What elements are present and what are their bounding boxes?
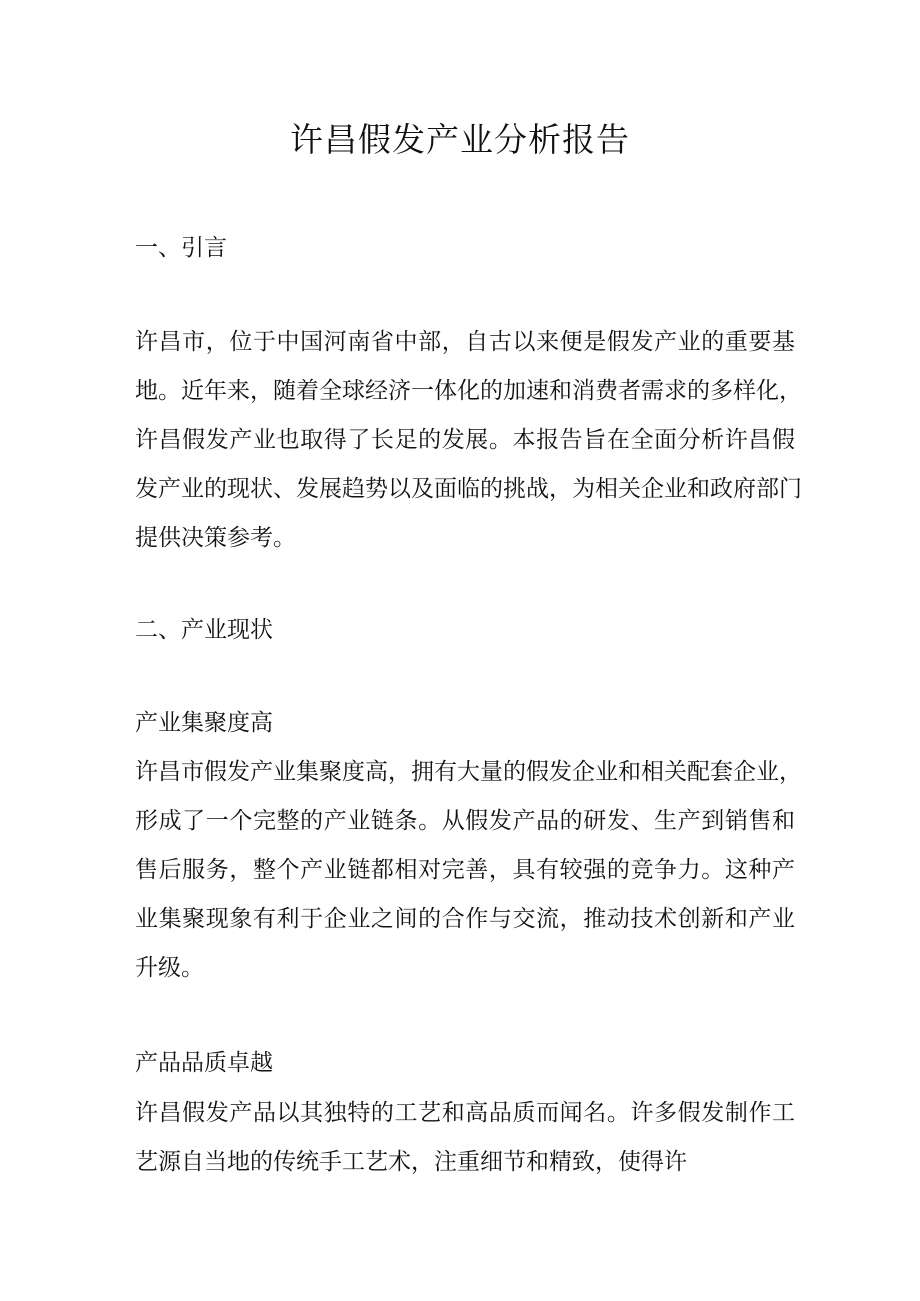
subsection-heading-product-quality: 产品品质卓越 [135,1050,273,1076]
paragraph-line: 艺源自当地的传统手工艺术，注重细节和精致，使得许 [135,1149,687,1175]
paragraph-line: 升级。 [135,955,204,981]
document-title: 许昌假发产业分析报告 [290,120,630,159]
paragraph-line: 许昌假发产品以其独特的工艺和高品质而闻名。许多假发制作工 [135,1100,795,1126]
paragraph-line: 业集聚现象有利于企业之间的合作与交流，推动技术创新和产业 [135,906,795,932]
section-heading-introduction: 一、引言 [135,235,227,261]
paragraph-line: 形成了一个完整的产业链条。从假发产品的研发、生产到销售和 [135,808,795,834]
paragraph-line: 许昌市假发产业集聚度高，拥有大量的假发企业和相关配套企业， [135,759,802,785]
introduction-paragraph [135,318,802,563]
industry-cluster-paragraph [135,748,802,993]
paragraph-line: 许昌假发产业也取得了长足的发展。本报告旨在全面分析许昌假 [135,427,795,453]
paragraph-line: 地。近年来，随着全球经济一体化的加速和消费者需求的多样化， [135,378,802,404]
paragraph-line: 发产业的现状、发展趋势以及面临的挑战，为相关企业和政府部门 [135,476,802,502]
paragraph-line: 许昌市，位于中国河南省中部，自古以来便是假发产业的重要基 [135,329,795,355]
paragraph-line: 售后服务，整个产业链都相对完善，具有较强的竞争力。这种产 [135,857,795,883]
subsection-heading-industry-cluster: 产业集聚度高 [135,710,273,736]
paragraph-line: 提供决策参考。 [135,525,296,551]
section-heading-industry-status: 二、产业现状 [135,617,273,643]
product-quality-paragraph [135,1089,795,1187]
